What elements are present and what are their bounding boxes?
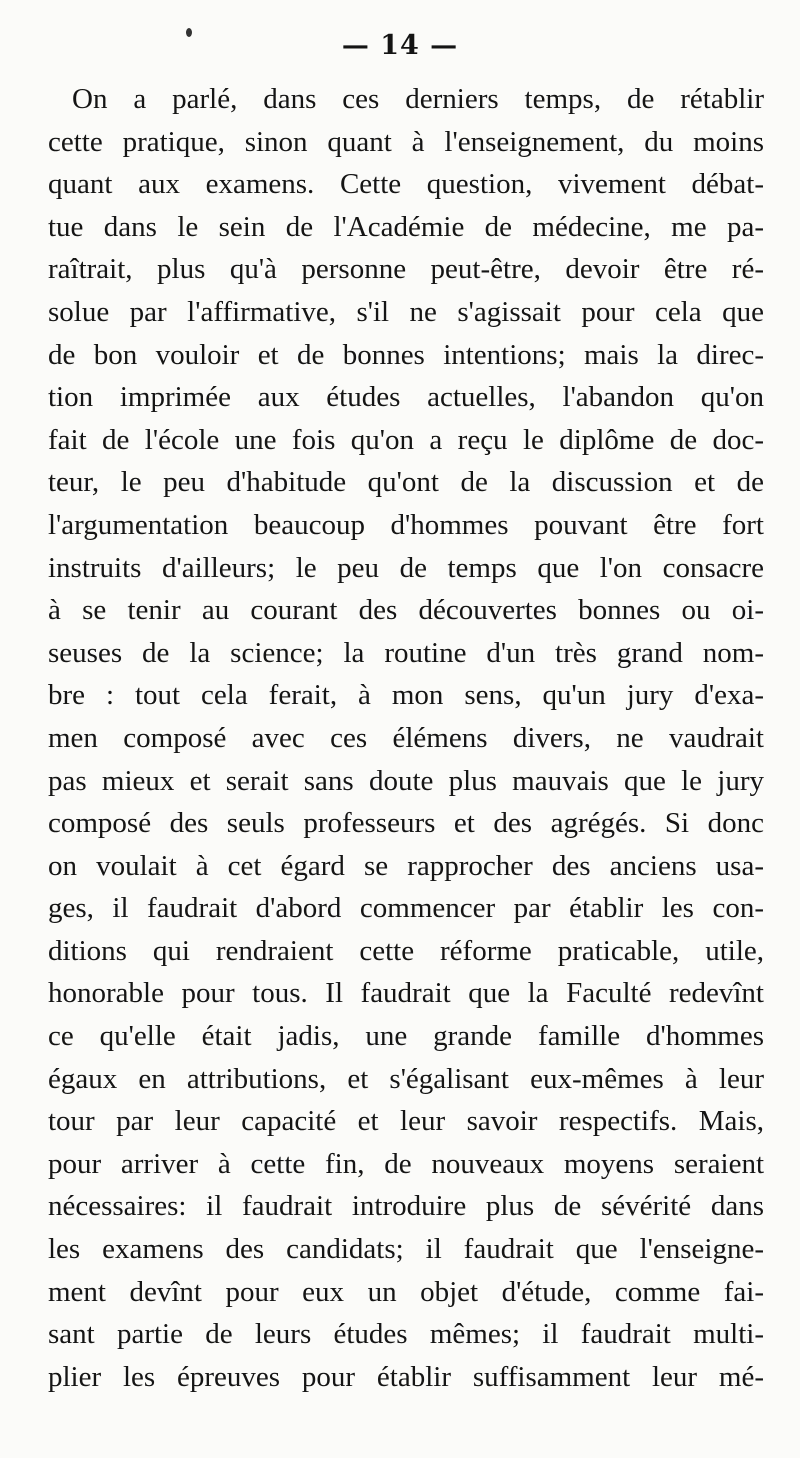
text-line: On a parlé, dans ces derniers temps, de rétablir <box>72 83 764 115</box>
text-line: pour arriver à cette fin, de nouveaux moyens seraient <box>48 1147 764 1180</box>
text-line: tue dans le sein de l'Académie de médecine, me pa- <box>48 210 764 243</box>
text-line: égaux en attributions, et s'égalisant eux-mêmes à leur <box>48 1062 764 1095</box>
text-line: à se tenir au courant des découvertes bonnes ou oi- <box>48 594 764 627</box>
text-line: solue par l'affirmative, s'il ne s'agissait pour cela que <box>48 295 764 328</box>
text-line: les examens des candidats; il faudrait que l'enseigne- <box>48 1233 764 1266</box>
text-line: honorable pour tous. Il faudrait que la Faculté redevînt <box>48 977 764 1010</box>
text-line: quant aux examens. Cette question, vivement débat- <box>48 168 764 201</box>
text-line: pas mieux et serait sans doute plus mauvais que le jury <box>48 764 764 797</box>
text-line: l'argumentation beaucoup d'hommes pouvant être fort <box>48 508 764 541</box>
text-line: men composé avec ces élémens divers, ne vaudrait <box>48 721 764 754</box>
text-line: teur, le peu d'habitude qu'ont de la discussion et de <box>48 466 764 499</box>
page-body-text <box>48 78 764 1398</box>
text-line: instruits d'ailleurs; le peu de temps que l'on consacre <box>48 551 764 584</box>
text-line: fait de l'école une fois qu'on a reçu le diplôme de doc- <box>48 423 764 456</box>
text-line: ditions qui rendraient cette réforme praticable, utile, <box>48 934 764 967</box>
text-line: sant partie de leurs études mêmes; il faudrait multi- <box>48 1318 764 1351</box>
text-line: tion imprimée aux études actuelles, l'abandon qu'on <box>48 381 764 414</box>
text-line: bre : tout cela ferait, à mon sens, qu'un jury d'exa- <box>48 679 764 712</box>
text-line: raîtrait, plus qu'à personne peut-être, devoir être ré- <box>48 253 764 286</box>
text-line: de bon vouloir et de bonnes intentions; mais la direc- <box>48 338 764 371</box>
text-line: ce qu'elle était jadis, une grande famille d'hommes <box>48 1020 764 1053</box>
text-line: ment devînt pour eux un objet d'étude, comme fai- <box>48 1275 764 1308</box>
text-line: nécessaires: il faudrait introduire plus de sévérité dans <box>48 1190 764 1223</box>
page-number: — 14 — <box>341 30 459 61</box>
text-line: seuses de la science; la routine d'un très grand nom- <box>48 636 764 669</box>
text-line: composé des seuls professeurs et des agrégés. Si donc <box>48 807 764 840</box>
text-line: plier les épreuves pour établir suffisamment leur mé- <box>48 1360 764 1393</box>
text-line: on voulait à cet égard se rapprocher des anciens usa- <box>48 849 764 882</box>
text-line: ges, il faudrait d'abord commencer par établir les con- <box>48 892 764 925</box>
text-line: cette pratique, sinon quant à l'enseignement, du moins <box>48 125 764 158</box>
text-line: tour par leur capacité et leur savoir respectifs. Mais, <box>48 1105 764 1138</box>
